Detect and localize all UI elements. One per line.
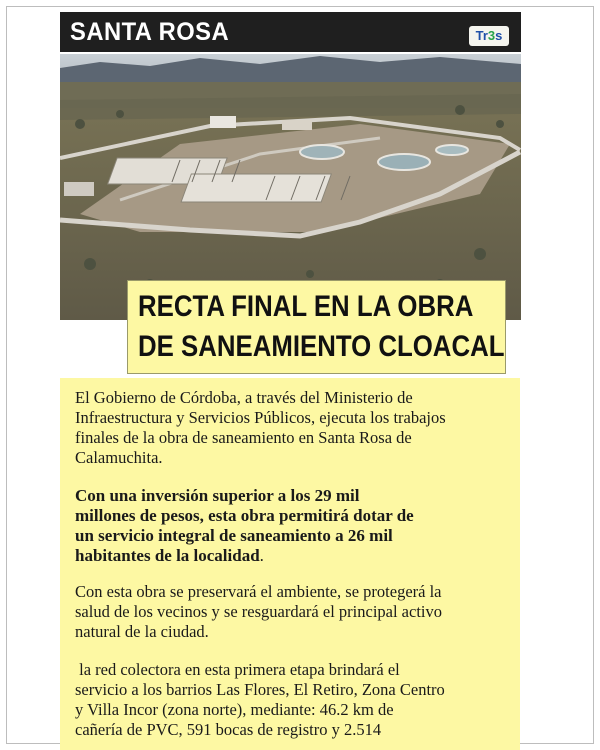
text-line: Con esta obra se preservará el ambiente, se protegerá la xyxy=(75,582,442,601)
text-line: Infraestructura y Servicios Públicos, ejecuta los trabajos xyxy=(75,408,446,427)
logo-text-accent: 3 xyxy=(487,28,496,43)
text-line: servicio a los barrios Las Flores, El Retiro, Zona Centro xyxy=(75,680,445,699)
text-line: El Gobierno de Córdoba, a través del Ministerio de xyxy=(75,388,413,407)
article-body xyxy=(60,378,520,750)
text-line: un servicio integral de saneamiento a 26 mil xyxy=(75,526,393,545)
text-line: y Villa Incor (zona norte), mediante: 46.2 km de xyxy=(75,700,394,719)
header-bar xyxy=(60,12,521,52)
headline xyxy=(138,287,505,367)
paragraph-network xyxy=(75,660,515,740)
headline-line-2: DE SANEAMIENTO CLOACAL xyxy=(138,330,505,363)
text-line: habitantes de la localidad xyxy=(75,546,260,565)
logo-text-tail: s xyxy=(495,28,503,43)
text-line: cañería de PVC, 591 bocas de registro y 2.514 xyxy=(75,720,382,739)
text-line: Con una inversión superior a los 29 mil xyxy=(75,486,360,505)
text-line: natural de la ciudad. xyxy=(75,622,209,641)
section-title: SANTA ROSA xyxy=(70,18,230,46)
headline-line-1: RECTA FINAL EN LA OBRA xyxy=(138,290,474,323)
text-tail: . xyxy=(259,546,264,565)
headline-box xyxy=(127,280,506,374)
paragraph-investment xyxy=(75,486,515,566)
tr3s-logo xyxy=(469,26,509,46)
logo-text-main: Tr xyxy=(475,28,488,43)
text-line: millones de pesos, esta obra permitirá dotar de xyxy=(75,506,414,525)
text-line: Calamuchita. xyxy=(75,448,163,467)
paragraph-environment xyxy=(75,582,515,642)
text-line: salud de los vecinos y se resguardará el principal activo xyxy=(75,602,442,621)
paragraph-intro xyxy=(75,388,515,468)
text-line: la red colectora en esta primera etapa brindará el xyxy=(75,660,400,679)
text-line: finales de la obra de saneamiento en Santa Rosa de xyxy=(75,428,412,447)
